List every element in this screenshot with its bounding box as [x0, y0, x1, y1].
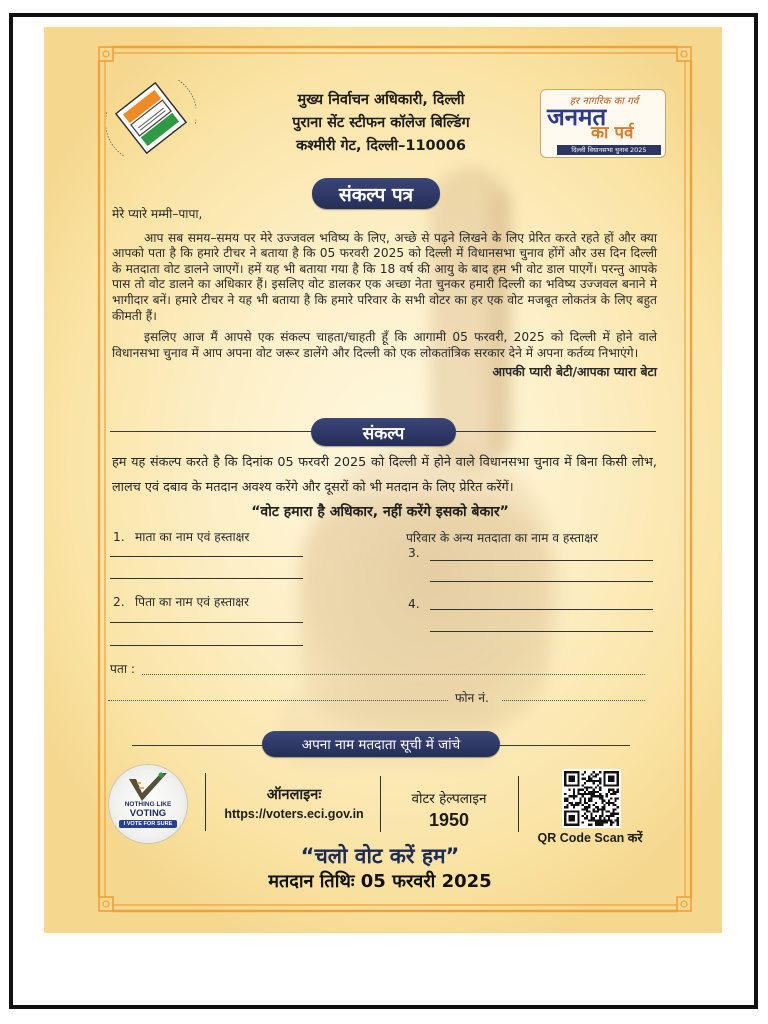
vote-tick-icon [125, 771, 171, 805]
campaign-tagline: हर नागरिक का गर्व [569, 96, 639, 107]
letter-greeting: मेरे प्यारे मम्मी–पापा, [112, 207, 203, 221]
father-number: 2. [113, 595, 125, 609]
helpline-number: 1950 [428, 810, 470, 830]
poll-date: मतदान तिथिः 05 फरवरी 2025 [268, 871, 492, 892]
check-voter-list-badge: अपना नाम मतदाता सूची में जांचे [262, 731, 500, 757]
footer-separator [205, 773, 206, 831]
father-label-text: पिता का नाम एवं हस्ताक्षर [135, 595, 249, 609]
father-signature-line [110, 645, 303, 646]
nothing-like-voting-badge [109, 765, 187, 843]
qr-caption: QR Code Scan करें [537, 831, 643, 845]
online-check-info [212, 785, 376, 823]
voter-helpline-info [384, 789, 514, 831]
other-voters-heading: परिवार के अन्य मतदाता का नाम व हस्ताक्षर [406, 531, 598, 545]
voter-4-number: 4. [408, 597, 420, 611]
eci-logo-icon [106, 80, 196, 156]
mother-signature-line [110, 578, 303, 579]
footer-separator [380, 776, 381, 832]
qr-code-icon [562, 769, 621, 828]
voter-3-number: 3. [408, 546, 420, 560]
father-signature-label [113, 593, 249, 610]
pledge-slogan: “वोट हमारा है अधिकार, नहीं करेंगे इसको बेकार” [251, 504, 509, 520]
letter-body [112, 207, 657, 380]
janmat-ka-parv-logo [540, 89, 666, 158]
campaign-title-line1: जनमत [547, 103, 607, 131]
mother-signature-label [113, 528, 249, 545]
voter-portal-url: https://voters.eci.gov.in [224, 807, 364, 821]
helpline-label: वोटर हेल्पलाइन [411, 791, 487, 807]
online-label: ऑनलाइनः [266, 787, 322, 803]
campaign-band: दिल्ली विधानसभा चुनाव 2025 [557, 145, 661, 155]
letter-signoff: आपकी प्यारी बेटी/आपका प्यारा बेटा [492, 364, 657, 380]
voter-3-signature-line [430, 581, 653, 582]
office-city: कश्मीरी गेट, दिल्ली–110006 [296, 138, 466, 154]
campaign-title-line2: का पर्व [591, 123, 634, 143]
badge-line-3: I VOTE FOR SURE [119, 820, 177, 828]
badge-line-1: NOTHING LIKE [124, 801, 172, 808]
letter-title-badge: संकल्प पत्र [312, 178, 440, 209]
badge-line-2: VOTING [129, 808, 167, 819]
mother-name-line [110, 556, 303, 557]
letter-paragraph-2: इसलिए आज मैं आपसे एक संकल्प चाहता/चाहती हूँ कि आगामी 05 फरवरी, 2025 को दिल्ली में होने वाले विधानसभा चुनाव में आप अपना वोट जरूर डालेंगे और दिल्ली को एक लोकतांत्रिक सरकार देने में अपना कर्तव्य निभाएंगे। [112, 330, 657, 360]
qr-modules [564, 771, 619, 826]
address-line-2 [108, 700, 448, 701]
phone-label: फोन नं. [455, 691, 489, 705]
pledge-title-badge: संकल्प [311, 418, 456, 446]
mother-label-text: माता का नाम एवं हस्ताक्षर [135, 530, 250, 544]
voter-3-name-line [430, 560, 653, 561]
phone-line [502, 700, 645, 701]
office-building: पुराना सेंट स्टीफन कॉलेज बिल्डिंग [292, 115, 470, 131]
footer-separator [518, 776, 519, 832]
voter-4-name-line [430, 609, 653, 610]
father-name-line [110, 622, 303, 623]
chalo-vote-slogan: “चलो वोट करें हम” [300, 844, 460, 868]
pledge-text: हम यह संकल्प करते है कि दिनांक 05 फरवरी 2025 को दिल्ली में होने वाले विधानसभा चुनाव में बिना किसी लोभ, लालच एवं दबाव के मतदान अवश्य करेंगे और दूसरों को भी मतदान के लिए प्रेरित करेंगें। [112, 455, 657, 495]
voter-4-signature-line [430, 631, 653, 632]
letter-paragraph-1: आप सब समय–समय पर मेरे उज्जवल भविष्य के लिए, अच्छे से पढ़ने लिखने के लिए प्रेरित करते रहते हों और क्या आपको पता है कि हमारे टीचर ने बताया है कि 05 फरवरी 2025 को दिल्ली में विधानसभा चुनाव होंगें और उस दिन दिल्ली के मतदाता वोट डालने जाएगें। हमें यह भी बताया गया है कि 18 वर्ष की आयु के बाद हम भी वोट डाल पाएगें। परन्तु आपके पास तो वोट डालने का अधिकार हैं। इसलिए वोट डालकर एक अच्छा नेता चुनकर हमारी दिल्ली का भविष्य उज्जवल बनाने मे भागीदार बनें। हमारे टीचर ने यह भी बताया है कि हमारे परिवार के सभी वोटर का हर एक वोट मजबूत लोकतंत्र के लिए बहुत कीमती हैं। [112, 230, 657, 323]
address-label: पता : [110, 662, 136, 676]
address-line [142, 674, 645, 675]
mother-number: 1. [113, 530, 125, 544]
office-address [236, 89, 526, 158]
office-name: मुख्य निर्वाचन अधिकारी, दिल्ली [297, 92, 465, 108]
